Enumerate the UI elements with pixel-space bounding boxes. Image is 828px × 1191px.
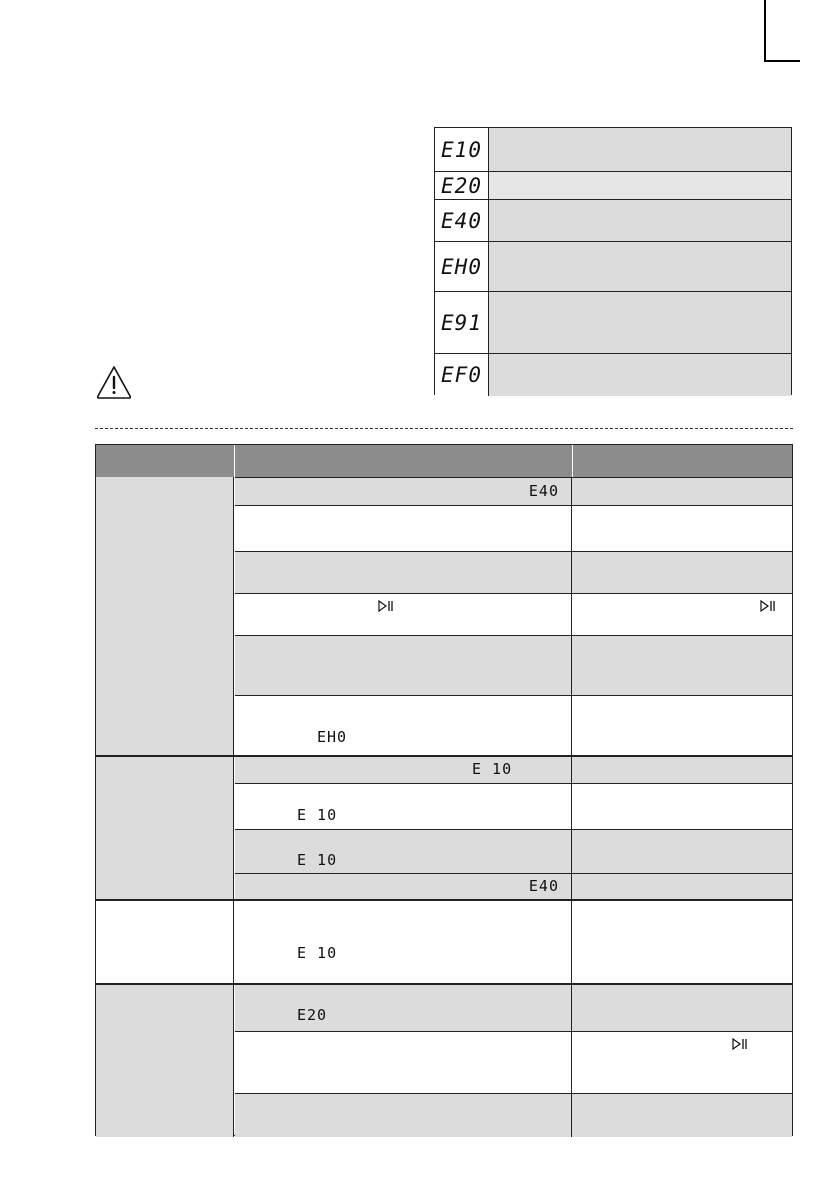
problem-group-1 xyxy=(96,477,234,755)
header-problem xyxy=(96,445,234,477)
table-row xyxy=(235,1093,792,1137)
cause-cell xyxy=(235,757,572,783)
remedy-cell xyxy=(572,874,792,899)
table-row xyxy=(235,1031,792,1093)
inline-error-code: E 10 xyxy=(472,760,513,778)
table-row xyxy=(235,829,792,873)
cause-cell xyxy=(235,696,572,755)
error-code: EF0 xyxy=(435,354,489,396)
inline-error-code: E40 xyxy=(528,877,559,895)
inline-error-code: EH0 xyxy=(317,728,348,746)
table-row xyxy=(235,505,792,551)
table-row xyxy=(235,635,792,695)
remedy-cell xyxy=(572,594,792,635)
error-code-row xyxy=(435,354,791,396)
remedy-cell xyxy=(572,506,792,551)
error-code: E40 xyxy=(435,200,489,241)
cause-cell xyxy=(235,985,572,1031)
header-solution xyxy=(573,445,792,477)
table-row xyxy=(235,783,792,829)
remedy-cell xyxy=(572,757,792,783)
cause-cell xyxy=(235,506,572,551)
error-code: E20 xyxy=(435,172,489,199)
table-row xyxy=(235,551,792,593)
error-code-table xyxy=(434,127,792,395)
error-code-row xyxy=(435,242,791,292)
cause-cell xyxy=(235,1032,572,1093)
table-row xyxy=(235,985,792,1031)
page-corner-mark xyxy=(764,0,800,62)
error-code: E91 xyxy=(435,292,489,353)
cause-cell xyxy=(235,636,572,695)
problem-group-2 xyxy=(96,757,234,899)
error-code-row xyxy=(435,128,791,172)
table-row xyxy=(235,901,792,983)
error-code: EH0 xyxy=(435,242,489,291)
remedy-cell xyxy=(572,478,792,505)
cause-cell xyxy=(235,784,572,829)
troubleshooting-table xyxy=(95,444,793,1136)
table-row xyxy=(235,873,792,899)
table-row xyxy=(235,695,792,755)
problem-group-3 xyxy=(96,901,234,983)
error-description xyxy=(489,242,791,291)
table-row xyxy=(235,477,792,505)
remedy-cell xyxy=(572,552,792,593)
error-description xyxy=(489,200,791,241)
error-description xyxy=(489,292,791,353)
remedy-cell xyxy=(572,636,792,695)
cause-cell xyxy=(235,874,572,899)
inline-error-code: E 10 xyxy=(297,851,338,869)
table-row xyxy=(235,593,792,635)
cause-cell xyxy=(235,901,572,983)
remedy-cell xyxy=(572,1094,792,1137)
inline-error-code: E20 xyxy=(297,1006,328,1024)
error-code-row xyxy=(435,172,791,200)
error-description xyxy=(489,354,791,396)
section-divider xyxy=(95,428,793,429)
remedy-cell xyxy=(572,985,792,1031)
warning-triangle-icon xyxy=(95,364,133,400)
remedy-cell xyxy=(572,784,792,829)
inline-error-code: E 10 xyxy=(297,944,338,962)
inline-error-code: E40 xyxy=(528,482,559,500)
remedy-cell xyxy=(572,696,792,755)
cause-cell xyxy=(235,552,572,593)
error-code-row xyxy=(435,200,791,242)
cause-cell xyxy=(235,1094,572,1137)
remedy-cell xyxy=(572,830,792,873)
error-code-row xyxy=(435,292,791,354)
remedy-cell xyxy=(572,1032,792,1093)
cause-cell xyxy=(235,594,572,635)
inline-error-code: E 10 xyxy=(297,806,338,824)
play-pause-icon xyxy=(732,1038,748,1050)
remedy-cell xyxy=(572,901,792,983)
table-row xyxy=(235,757,792,783)
header-possible-cause xyxy=(235,445,572,477)
error-code: E10 xyxy=(435,128,489,171)
play-pause-icon xyxy=(760,600,776,612)
cause-cell xyxy=(235,830,572,873)
error-description xyxy=(489,172,791,199)
error-description xyxy=(489,128,791,171)
problem-group-4 xyxy=(96,985,234,1137)
cause-cell xyxy=(235,478,572,505)
play-pause-icon xyxy=(378,600,394,612)
